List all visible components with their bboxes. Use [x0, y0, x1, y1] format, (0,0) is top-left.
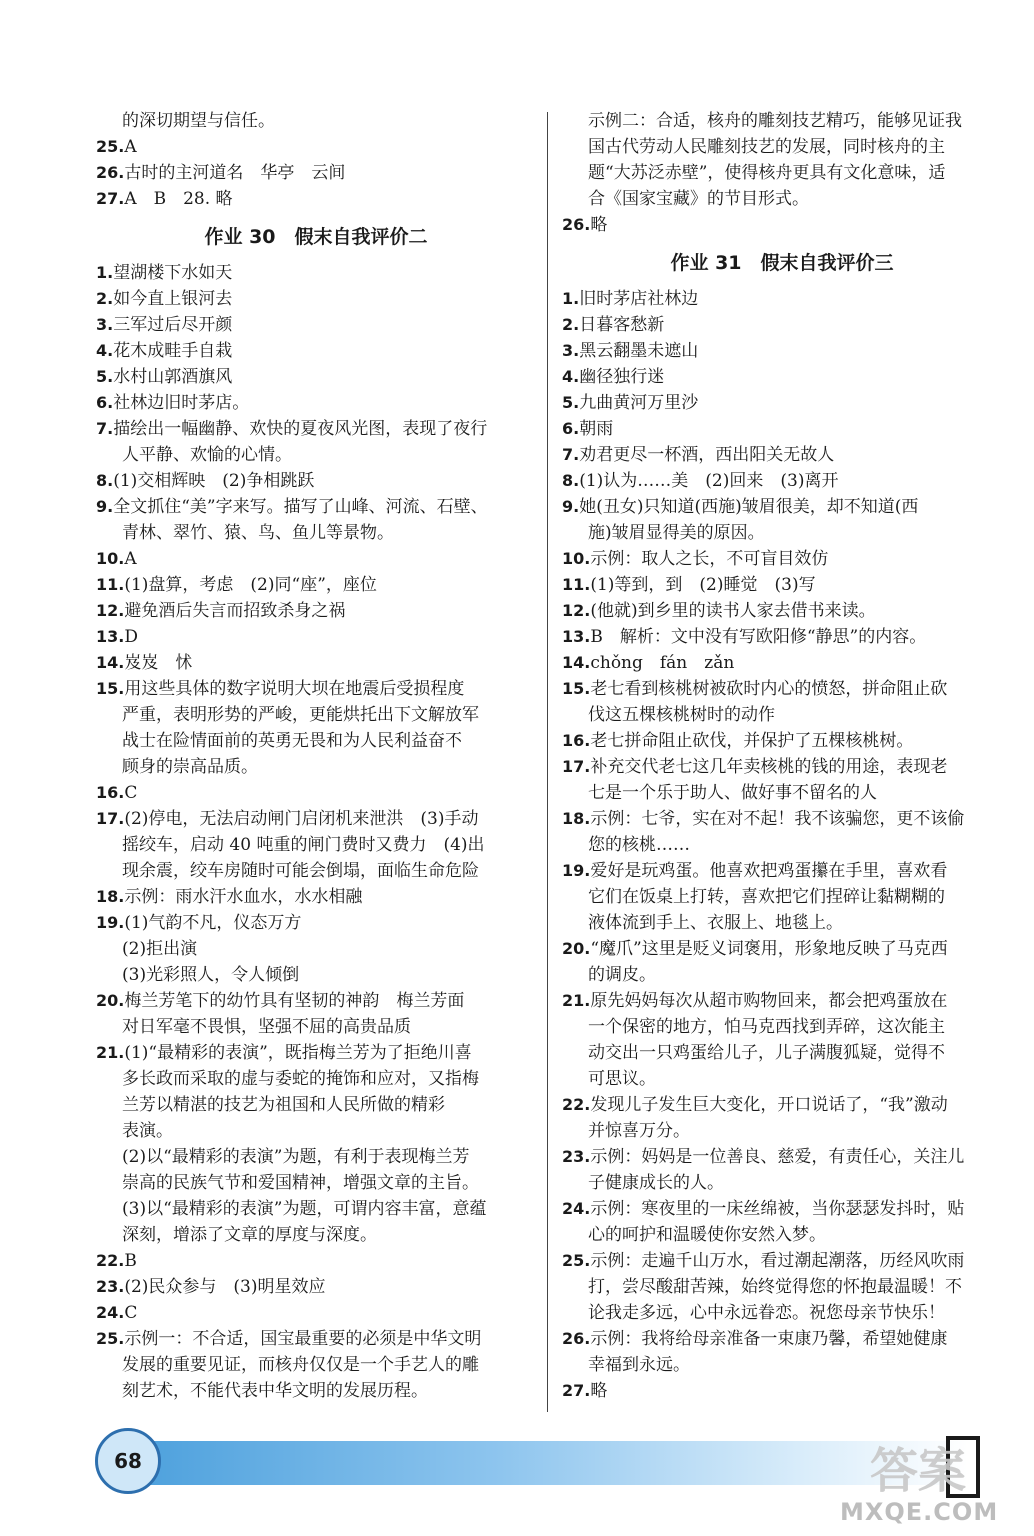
answer-text: 它们在饭桌上打转，喜欢把它们捏碎让黏糊糊的 — [588, 887, 945, 907]
answer-line — [96, 598, 536, 624]
answer-text: 国古代劳动人民雕刻技艺的发展，同时核舟的主 — [588, 137, 945, 157]
answer-number: 14. — [96, 653, 125, 672]
answer-line — [96, 806, 536, 832]
answer-text: (1)盘算，考虑 (2)同“座”，座位 — [124, 575, 377, 595]
answer-line — [96, 364, 536, 390]
answer-number: 15. — [96, 679, 125, 698]
answer-text: 对日军毫不畏惧，坚强不屈的高贵品质 — [122, 1017, 411, 1037]
answer-line — [96, 1170, 536, 1196]
answer-line — [562, 572, 1002, 598]
answer-text: 并惊喜万分。 — [588, 1121, 690, 1141]
answer-text: 摇绞车，启动 40 吨重的闸门费时又费力 (4)出 — [122, 835, 485, 855]
answer-line — [562, 1352, 1002, 1378]
answer-number: 18. — [96, 887, 125, 906]
answer-line — [96, 312, 536, 338]
answer-line — [562, 1378, 1002, 1404]
answer-number: 1. — [562, 289, 580, 308]
answer-text: 黑云翻墨未遮山 — [579, 341, 699, 361]
answer-text: (2)拒出演 — [122, 939, 198, 959]
answer-text: 示例二：合适，核舟的雕刻技艺精巧，能够见证我 — [588, 111, 962, 131]
answer-text: 严重，表明形势的严峻，更能烘托出下文解放军 — [122, 705, 479, 725]
answer-text: (2)停电，无法启动闸门启闭机来泄洪 (3)手动 — [124, 809, 479, 829]
answer-text: 水村山郭酒旗风 — [113, 367, 233, 387]
answer-line — [562, 936, 1002, 962]
answer-text: 表演。 — [122, 1121, 173, 1141]
answer-number: 25. — [96, 137, 125, 156]
answer-number: 23. — [96, 1277, 125, 1296]
answer-line — [96, 702, 536, 728]
answer-line — [562, 832, 1002, 858]
answer-line — [562, 858, 1002, 884]
answer-line — [96, 134, 536, 160]
answer-text: 示例：取人之长，不可盲目效仿 — [590, 549, 829, 569]
answer-number: 25. — [96, 1329, 125, 1348]
answer-line — [562, 338, 1002, 364]
watermark-url: MXQE.COM — [840, 1498, 999, 1526]
answer-line — [562, 494, 1002, 520]
answer-number: 17. — [96, 809, 125, 828]
answer-number: 12. — [562, 601, 591, 620]
answer-number: 27. — [562, 1381, 591, 1400]
answer-text: 动交出一只鸡蛋给儿子，儿子满腹狐疑，觉得不 — [588, 1043, 945, 1063]
answer-number: 17. — [562, 757, 591, 776]
answer-line — [96, 1040, 536, 1066]
answer-text: 子健康成长的人。 — [588, 1173, 724, 1193]
answer-text: 顾身的崇高品质。 — [122, 757, 258, 777]
answer-text: B — [124, 1251, 137, 1271]
answer-line — [96, 910, 536, 936]
answer-line — [96, 676, 536, 702]
answer-number: 1. — [96, 263, 114, 282]
answer-text: 示例：雨水汗水血水，水水相融 — [124, 887, 363, 907]
section-title-31: 作业 31 假末自我评价三 — [670, 252, 894, 274]
right-column — [562, 108, 1002, 1404]
answer-text: 青林、翠竹、猿、鸟、鱼儿等景物。 — [122, 523, 394, 543]
answer-line — [96, 754, 536, 780]
answer-line — [96, 1300, 536, 1326]
answer-text: 七是一个乐于助人、做好事不留名的人 — [588, 783, 877, 803]
answer-text: 九曲黄河万里沙 — [579, 393, 699, 413]
answer-line — [96, 160, 536, 186]
answer-line — [562, 806, 1002, 832]
answer-line — [96, 108, 536, 134]
answer-number: 8. — [96, 471, 114, 490]
answer-line — [562, 676, 1002, 702]
answer-text: (2)以“最精彩的表演”为题，有利于表现梅兰芳 — [122, 1147, 470, 1167]
answer-text: 一个保密的地方，怕马克西找到弄碎，这次能主 — [588, 1017, 945, 1037]
answer-number: 26. — [562, 1329, 591, 1348]
answer-line — [562, 988, 1002, 1014]
answer-line — [96, 1326, 536, 1352]
answer-line — [96, 1378, 536, 1404]
answer-number: 19. — [562, 861, 591, 880]
answer-number: 22. — [562, 1095, 591, 1114]
answer-text: 打，尝尽酸甜苦辣，始终觉得您的怀抱最温暖！不 — [588, 1277, 962, 1297]
answer-text: 老七拼命阻止砍伐，并保护了五棵核桃树。 — [590, 731, 914, 751]
answer-line — [562, 134, 1002, 160]
answer-text: 您的核桃…… — [588, 835, 690, 855]
answer-text: 多长政而采取的虚与委蛇的掩饰和应对，又指梅 — [122, 1069, 479, 1089]
right-answer-list — [562, 286, 1002, 1404]
answer-text: 避免酒后失言而招致杀身之祸 — [124, 601, 346, 621]
answer-number: 9. — [96, 497, 114, 516]
answer-line — [562, 416, 1002, 442]
answer-text: chǒng fán zǎn — [590, 653, 735, 673]
answer-text: D — [124, 627, 138, 647]
answer-line — [562, 390, 1002, 416]
answer-line — [96, 1352, 536, 1378]
answer-line — [96, 1196, 536, 1222]
left-answer-list — [96, 260, 536, 1404]
answer-text: 旧时茅店社林边 — [579, 289, 699, 309]
answer-number: 14. — [562, 653, 591, 672]
answer-line — [96, 572, 536, 598]
answer-line — [562, 1040, 1002, 1066]
left-column — [96, 108, 536, 1404]
answer-number: 10. — [96, 549, 125, 568]
answer-line — [96, 1248, 536, 1274]
answer-text: 发展的重要见证，而核舟仅仅是一个手艺人的雕 — [122, 1355, 479, 1375]
answer-text: C — [124, 783, 138, 803]
answer-text: 略 — [590, 215, 608, 235]
answer-number: 16. — [562, 731, 591, 750]
answer-text: 示例：妈妈是一位善良、慈爱，有责任心，关注儿 — [590, 1147, 965, 1167]
answer-line — [96, 520, 536, 546]
answer-line — [562, 910, 1002, 936]
answer-text: 现余震，绞车房随时可能会倒塌，面临生命危险 — [122, 861, 479, 881]
answer-text: A — [124, 137, 137, 157]
answer-text: 题“大苏泛赤壁”，使得核舟更具有文化意味，适 — [588, 163, 946, 183]
answer-number: 10. — [562, 549, 591, 568]
answer-text: (2)民众参与 (3)明星效应 — [124, 1277, 326, 1297]
answer-line — [96, 884, 536, 910]
answer-line — [96, 988, 536, 1014]
answer-number: 13. — [96, 627, 125, 646]
answer-text: 论我走多远，心中永远眷恋。祝您母亲节快乐！ — [588, 1303, 945, 1323]
answer-number: 11. — [96, 575, 125, 594]
answer-text: 伐这五棵核桃树时的动作 — [588, 705, 775, 725]
answer-text: 刻艺术，不能代表中华文明的发展历程。 — [122, 1381, 428, 1401]
answer-line — [562, 1092, 1002, 1118]
answer-line — [562, 754, 1002, 780]
answer-line — [562, 286, 1002, 312]
answer-text: 劝君更尽一杯酒，西出阳关无故人 — [579, 445, 835, 465]
answer-number: 3. — [96, 315, 114, 334]
right-continued-answers — [562, 108, 1002, 238]
answer-line — [562, 598, 1002, 624]
section-title-30: 作业 30 假末自我评价二 — [204, 226, 428, 248]
answer-line — [562, 780, 1002, 806]
answer-text: (1)等到，到 (2)睡觉 (3)写 — [590, 575, 816, 595]
answer-number: 2. — [562, 315, 580, 334]
answer-line — [562, 186, 1002, 212]
answer-text: 深刻，增添了文章的厚度与深度。 — [122, 1225, 377, 1245]
answer-line — [96, 1066, 536, 1092]
answer-number: 3. — [562, 341, 580, 360]
answer-number: 21. — [96, 1043, 125, 1062]
answer-line — [562, 1144, 1002, 1170]
answer-line — [96, 728, 536, 754]
answer-line — [96, 260, 536, 286]
answer-text: 社林边旧时茅店。 — [113, 393, 250, 413]
answer-number: 19. — [96, 913, 125, 932]
answer-text: 三军过后尽开颜 — [113, 315, 233, 335]
answer-number: 11. — [562, 575, 591, 594]
answer-text: (1)“最精彩的表演”，既指梅兰芳为了拒绝川喜 — [124, 1043, 472, 1063]
answer-text: 原先妈妈每次从超市购物回来，都会把鸡蛋放在 — [590, 991, 948, 1011]
page-number-badge — [95, 1428, 161, 1494]
answer-text: 示例：我将给母亲准备一束康乃馨，希望她健康 — [590, 1329, 948, 1349]
answer-number: 7. — [96, 419, 114, 438]
answer-text: 岌岌 怵 — [124, 653, 193, 673]
answer-line — [96, 546, 536, 572]
answer-text: 崇高的民族气节和爱国精神，增强文章的主旨。 — [122, 1173, 479, 1193]
answer-line — [562, 364, 1002, 390]
answer-text: 如今直上银河去 — [113, 289, 233, 309]
answer-line — [96, 962, 536, 988]
answer-text: B 解析：文中没有写欧阳修“静思”的内容。 — [590, 627, 927, 647]
answer-number: 2. — [96, 289, 114, 308]
answer-text: 施)皱眉显得美的原因。 — [588, 523, 765, 543]
answer-line — [562, 160, 1002, 186]
answer-line — [96, 624, 536, 650]
answer-line — [96, 1118, 536, 1144]
answer-number: 20. — [562, 939, 591, 958]
answer-line — [96, 1092, 536, 1118]
answer-text: 幸福到永远。 — [588, 1355, 690, 1375]
answer-text: 花木成畦手自栽 — [113, 341, 233, 361]
answer-number: 16. — [96, 783, 125, 802]
answer-text: A B 28. 略 — [124, 189, 233, 209]
answer-text: 液体流到手上、衣服上、地毯上。 — [588, 913, 843, 933]
answer-line — [96, 1144, 536, 1170]
answer-text: 爱好是玩鸡蛋。他喜欢把鸡蛋攥在手里，喜欢看 — [590, 861, 948, 881]
answer-line — [562, 1014, 1002, 1040]
answer-line — [562, 624, 1002, 650]
answer-text: 示例：走遍千山万水，看过潮起潮落，历经风吹雨 — [590, 1251, 965, 1271]
answer-text: C — [124, 1303, 138, 1323]
answer-text: 的调皮。 — [588, 965, 656, 985]
answer-text: 全文抓住“美”字来写。描写了山峰、河流、石壁、 — [113, 497, 488, 517]
answer-text: 古时的主河道名 华亭 云间 — [124, 163, 346, 183]
answer-text: 人平静、欢愉的心情。 — [122, 445, 292, 465]
answer-text: (他就)到乡里的读书人家去借书来读。 — [590, 601, 876, 621]
answer-text: 的深切期望与信任。 — [122, 111, 275, 131]
answer-number: 15. — [562, 679, 591, 698]
answer-text: 描绘出一幅幽静、欢快的夏夜风光图，表现了夜行 — [113, 419, 488, 439]
answer-line — [96, 832, 536, 858]
answer-number: 27. — [96, 189, 125, 208]
answer-text: (3)以“最精彩的表演”为题，可谓内容丰富，意蕴 — [122, 1199, 487, 1219]
answer-line — [562, 1248, 1002, 1274]
answer-line — [562, 1326, 1002, 1352]
answer-number: 12. — [96, 601, 125, 620]
answer-line — [96, 780, 536, 806]
answer-text: 幽径独行迷 — [579, 367, 665, 387]
answer-line — [96, 1274, 536, 1300]
answer-text: 补充交代老七这几年卖核桃的钱的用途，表现老 — [590, 757, 948, 777]
answer-line — [96, 1222, 536, 1248]
answer-line — [96, 390, 536, 416]
answer-number: 26. — [562, 215, 591, 234]
answer-line — [96, 858, 536, 884]
answer-line — [562, 212, 1002, 238]
answer-line — [96, 468, 536, 494]
answer-number: 24. — [96, 1303, 125, 1322]
answer-line — [562, 312, 1002, 338]
answer-number: 18. — [562, 809, 591, 828]
answer-line — [562, 1196, 1002, 1222]
answer-number: 9. — [562, 497, 580, 516]
answer-line — [96, 186, 536, 212]
answer-line — [96, 650, 536, 676]
watermark-chars: 答案 — [870, 1443, 967, 1499]
answer-number: 22. — [96, 1251, 125, 1270]
answer-line — [562, 520, 1002, 546]
answer-line — [562, 442, 1002, 468]
answer-number: 7. — [562, 445, 580, 464]
answer-line — [96, 494, 536, 520]
answer-number: 23. — [562, 1147, 591, 1166]
answer-number: 4. — [562, 367, 580, 386]
answer-line — [562, 1170, 1002, 1196]
answer-number: 5. — [562, 393, 580, 412]
answer-line — [562, 1066, 1002, 1092]
answer-text: 示例一：不合适，国宝最重要的必须是中华文明 — [124, 1329, 482, 1349]
answer-number: 25. — [562, 1251, 591, 1270]
answer-number: 13. — [562, 627, 591, 646]
answer-text: 她(丑女)只知道(西施)皱眉很美，却不知道(西 — [579, 497, 919, 517]
page-number: 68 — [114, 1449, 142, 1473]
answer-text: (3)光彩照人，令人倾倒 — [122, 965, 300, 985]
answer-line — [96, 416, 536, 442]
answer-number: 8. — [562, 471, 580, 490]
answer-text: 略 — [590, 1381, 608, 1401]
answer-text: 合《国家宝藏》的节目形式。 — [588, 189, 809, 209]
answer-text: 心的呵护和温暖使你安然入梦。 — [588, 1225, 826, 1245]
answer-text: (1)气韵不凡，仪态万方 — [124, 913, 302, 933]
answer-line — [562, 468, 1002, 494]
answer-text: 战士在险情面前的英勇无畏和为人民利益奋不 — [122, 731, 462, 751]
answer-text: 示例：七爷，实在对不起！我不该骗您，更不该偷 — [590, 809, 965, 829]
answer-line — [562, 1300, 1002, 1326]
answer-line — [562, 546, 1002, 572]
answer-line — [562, 650, 1002, 676]
answer-text: “魔爪”这里是贬义词褒用，形象地反映了马克西 — [590, 939, 948, 959]
answer-text: 示例：寒夜里的一床丝绵被，当你瑟瑟发抖时，贴 — [590, 1199, 965, 1219]
answer-line — [96, 286, 536, 312]
answer-number: 20. — [96, 991, 125, 1010]
answer-line — [562, 1274, 1002, 1300]
answer-text: 老七看到核桃树被砍时内心的愤怒，拼命阻止砍 — [590, 679, 948, 699]
answer-number: 26. — [96, 163, 125, 182]
answer-number: 24. — [562, 1199, 591, 1218]
answer-number: 5. — [96, 367, 114, 386]
answer-text: 朝雨 — [579, 419, 614, 439]
answer-text: 日暮客愁新 — [579, 315, 665, 335]
answer-number: 6. — [96, 393, 114, 412]
answer-text: (1)认为……美 (2)回来 (3)离开 — [579, 471, 839, 491]
answer-text: 望湖楼下水如天 — [113, 263, 233, 283]
answer-line — [562, 108, 1002, 134]
answer-text: 梅兰芳笔下的幼竹具有坚韧的神韵 梅兰芳面 — [124, 991, 465, 1011]
answer-line — [562, 728, 1002, 754]
answer-text: A — [124, 549, 137, 569]
answer-line — [562, 1222, 1002, 1248]
answer-line — [562, 1118, 1002, 1144]
answer-text: (1)交相辉映 (2)争相跳跃 — [113, 471, 315, 491]
answer-text: 兰芳以精湛的技艺为祖国和人民所做的精彩 — [122, 1095, 445, 1115]
answer-line — [96, 442, 536, 468]
answer-line — [96, 936, 536, 962]
column-divider — [547, 112, 548, 1412]
answer-number: 21. — [562, 991, 591, 1010]
answer-number: 4. — [96, 341, 114, 360]
answer-line — [562, 962, 1002, 988]
answer-text: 用这些具体的数字说明大坝在地震后受损程度 — [124, 679, 465, 699]
answer-line — [96, 338, 536, 364]
answer-line — [562, 702, 1002, 728]
left-continued-answers — [96, 108, 536, 212]
answer-number: 6. — [562, 419, 580, 438]
answer-text: 可思议。 — [588, 1069, 656, 1089]
answer-text: 发现儿子发生巨大变化，开口说话了，“我”激动 — [590, 1095, 948, 1115]
answer-line — [562, 884, 1002, 910]
answer-line — [96, 1014, 536, 1040]
